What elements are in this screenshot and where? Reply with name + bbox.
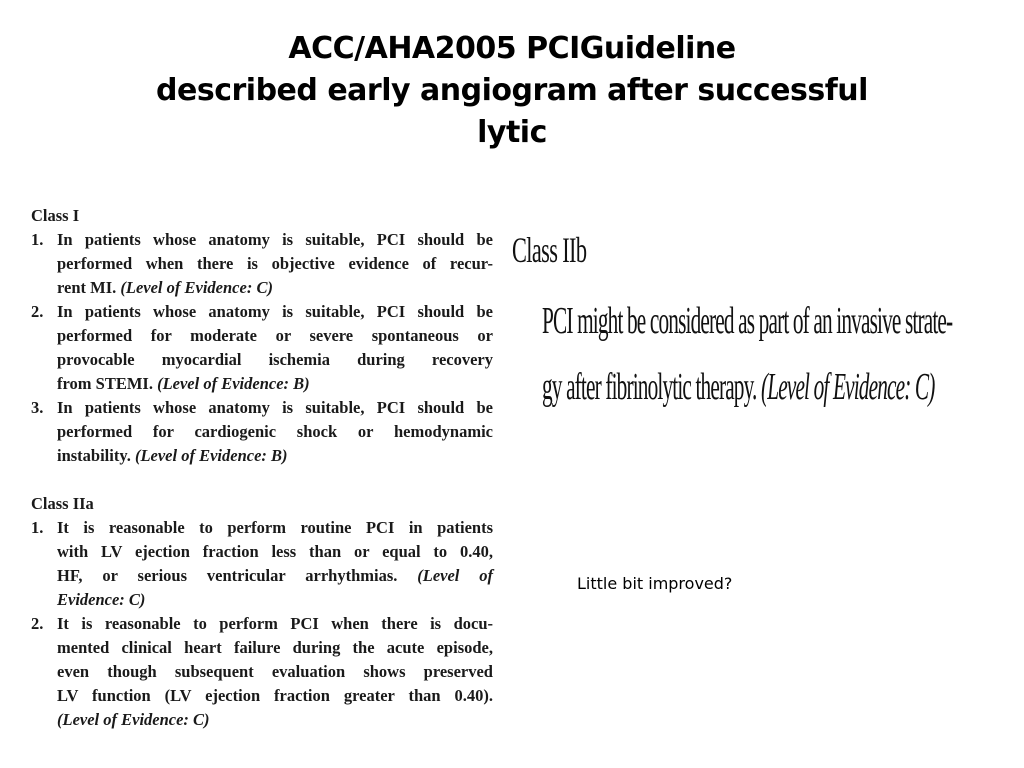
item-line: performed for cardiogenic shock or hemodynamic <box>57 422 493 441</box>
item-line: mented clinical heart failure during the acute episode, <box>57 638 493 657</box>
item-text: instability. <box>57 446 131 465</box>
item-line: with LV ejection fraction less than or equal to 0.40, <box>57 542 493 561</box>
evidence-level: (Level of Evidence: C) <box>760 366 935 408</box>
item-text: rent MI. <box>57 278 117 297</box>
item-line: It is reasonable to perform routine PCI in patients <box>57 518 493 537</box>
slide-title <box>60 28 964 154</box>
evidence-level: (Level of Evidence: C) <box>120 278 273 297</box>
evidence-level-part-1: (Level of <box>417 566 494 585</box>
class-1-item-1 <box>31 228 493 300</box>
guideline-excerpt-class-2b <box>512 228 1012 410</box>
item-line-last <box>57 444 493 468</box>
class-2b-text-line-2 <box>542 364 935 410</box>
item-line: It is reasonable to perform PCI when there is docu- <box>57 614 493 633</box>
class-2a-item-2 <box>31 612 493 732</box>
note-text: Little bit improved? <box>577 574 733 593</box>
item-line: even though subsequent evaluation shows preserved <box>57 662 493 681</box>
title-line-1: ACC/AHA2005 PCIGuideline <box>288 31 736 66</box>
evidence-level: (Level of Evidence: B) <box>157 374 310 393</box>
item-number: 3. <box>31 398 44 417</box>
class-2b-text: gy after fibrinolytic therapy. <box>542 366 757 408</box>
guideline-excerpt-left <box>31 204 493 732</box>
item-line-last <box>57 372 493 396</box>
item-line: performed for moderate or severe spontaneous or <box>57 326 493 345</box>
item-text: HF, or serious ventricular arrhythmias. <box>57 566 398 585</box>
item-number: 1. <box>31 230 44 249</box>
item-number: 2. <box>31 302 44 321</box>
item-number: 1. <box>31 518 44 537</box>
class-2b-heading: Class IIb <box>512 230 587 270</box>
class-2b-text-line-1: PCI might be considered as part of an invasive strate- <box>542 300 953 342</box>
item-number: 2. <box>31 614 44 633</box>
item-line-last <box>57 276 493 300</box>
evidence-level-part-2: Evidence: C) <box>57 590 146 609</box>
evidence-level: (Level of Evidence: C) <box>57 710 210 729</box>
item-line: In patients whose anatomy is suitable, PCI should be <box>57 398 493 417</box>
class-1-heading: Class I <box>31 206 80 225</box>
item-line: performed when there is objective evidence of recur- <box>57 254 493 273</box>
class-2a-heading: Class IIa <box>31 494 94 513</box>
item-text: from STEMI. <box>57 374 153 393</box>
section-gap <box>31 468 493 492</box>
item-line: In patients whose anatomy is suitable, PCI should be <box>57 230 493 249</box>
title-line-3: lytic <box>477 115 547 150</box>
class-1-item-3 <box>31 396 493 468</box>
title-line-2: described early angiogram after successful <box>156 73 868 108</box>
class-1-item-2 <box>31 300 493 396</box>
item-line <box>57 564 493 588</box>
item-line: In patients whose anatomy is suitable, PCI should be <box>57 302 493 321</box>
class-2a-item-1 <box>31 516 493 612</box>
item-line: provocable myocardial ischemia during recovery <box>57 350 493 369</box>
evidence-level: (Level of Evidence: B) <box>134 446 288 465</box>
item-line: LV function (LV ejection fraction greater than 0.40). <box>57 686 493 705</box>
